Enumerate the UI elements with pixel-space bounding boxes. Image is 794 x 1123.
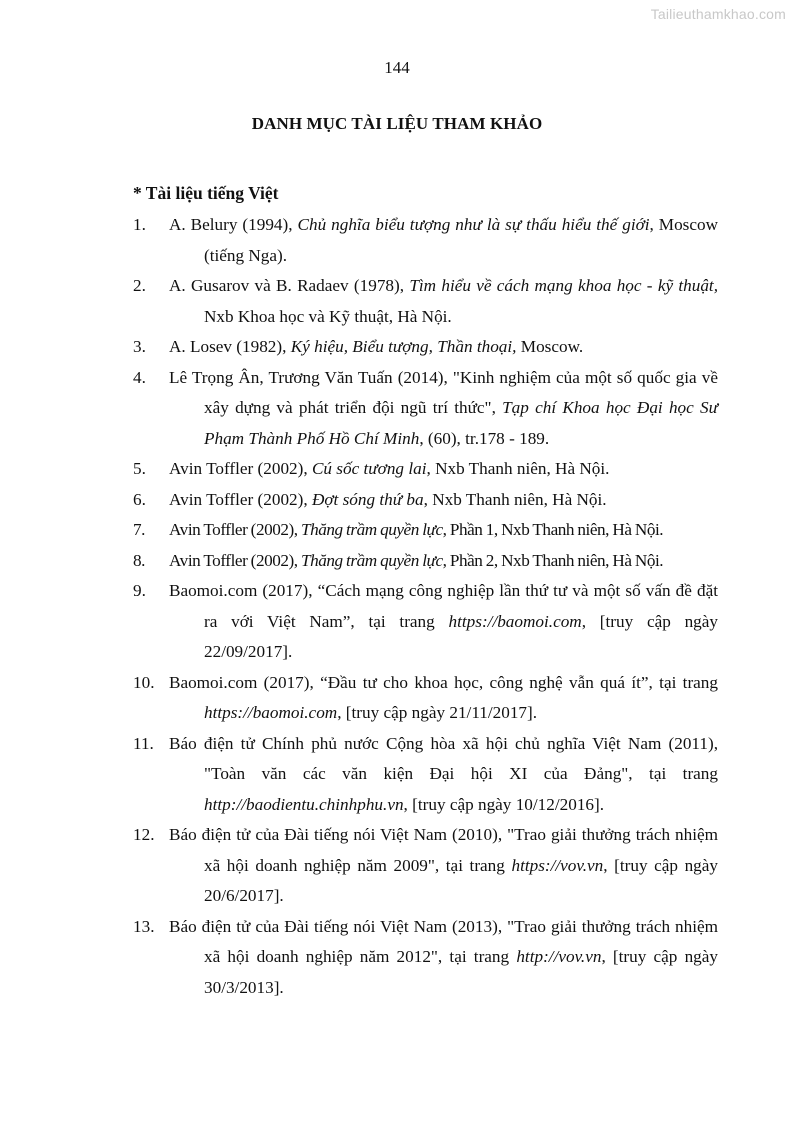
reference-number: 5. <box>133 459 146 478</box>
reference-segment: Avin Toffler (2002), <box>169 459 312 478</box>
reference-segment: , [truy cập ngày 20/6/2017]. <box>204 855 719 905</box>
reference-item <box>133 210 718 271</box>
reference-segment: , [truy cập ngày 10/12/2016]. <box>403 794 605 814</box>
reference-item <box>133 912 718 1004</box>
reference-item <box>133 363 718 455</box>
reference-number: 6. <box>133 489 146 509</box>
reference-segment: , [truy cập ngày 30/3/2013]. <box>204 947 718 997</box>
reference-number: 8. <box>133 550 145 570</box>
reference-item <box>133 515 718 546</box>
reference-segment: Nxb Khoa học và Kỹ thuật, Hà Nội. <box>204 306 452 326</box>
reference-title: http://vov.vn <box>516 947 602 966</box>
reference-text <box>169 490 607 509</box>
reference-item <box>133 729 718 821</box>
reference-number: 10. <box>133 672 155 692</box>
reference-segment: A. Losev (1982), <box>169 337 291 356</box>
reference-segment: , Moscow (tiếng Nga). <box>204 215 719 265</box>
reference-item <box>133 271 718 332</box>
reference-text <box>169 825 718 905</box>
reference-segment: Avin Toffler (2002), <box>169 520 302 539</box>
reference-segment: , Phần 2, Nxb Thanh niên, Hà Nội. <box>442 550 664 570</box>
watermark: Tailieuthamkhao.com <box>650 6 786 22</box>
page-number: 144 <box>384 58 410 77</box>
reference-item <box>133 820 718 912</box>
reference-segment: , [truy cập ngày 22/09/2017]. <box>204 611 718 661</box>
reference-segment: Baomoi.com (2017), “Cách mạng công nghiệp lần thứ tư và một số vấn đề đặt ra với Việt Nam”, tại trang <box>169 581 718 631</box>
reference-segment: Lê Trọng Ân, Trương Văn Tuấn (2014), "Kinh nghiệm của một số quốc gia về xây dựng và phát triển đội ngũ trí thức", <box>169 367 718 417</box>
reference-segment: Báo điện tử của Đài tiếng nói Việt Nam (2010), "Trao giải thưởng trách nhiệm xã hội doanh nghiệp năm 2009", tại trang <box>169 825 718 875</box>
reference-title: https://baomoi.com <box>448 611 582 631</box>
reference-segment: , Phần 1, Nxb Thanh niên, Hà Nội. <box>442 520 664 539</box>
reference-text <box>169 368 718 448</box>
reference-text <box>169 917 718 997</box>
reference-number: 11. <box>133 733 154 753</box>
reference-text <box>169 215 718 265</box>
reference-item <box>133 454 718 485</box>
reference-title: Chủ nghĩa biểu tượng như là sự thấu hiểu thế giới <box>297 215 650 234</box>
reference-title: Tạp chí Khoa học Đại học Sư Phạm Thành Phố Hồ Chí Minh <box>204 398 718 448</box>
reference-item <box>133 576 718 668</box>
reference-title: Ký hiệu, Biểu tượng, Thần thoại, <box>290 337 517 356</box>
reference-title: Tìm hiểu về cách mạng khoa học - kỹ thuật, <box>409 276 718 295</box>
reference-segment: , (60), tr.178 - 189. <box>419 428 550 448</box>
reference-number: 12. <box>133 825 155 844</box>
reference-title: Đợt sóng thứ ba <box>311 489 424 509</box>
reference-number: 7. <box>133 520 145 539</box>
reference-item <box>133 485 718 516</box>
reference-segment: Báo điện tử Chính phủ nước Cộng hòa xã hội chủ nghĩa Việt Nam (2011), "Toàn văn các văn kiện Đại hội XI của Đảng", tại trang <box>169 733 718 783</box>
reference-text <box>169 581 718 661</box>
reference-text <box>169 276 718 326</box>
reference-segment: Báo điện tử của Đài tiếng nói Việt Nam (2013), "Trao giải thưởng trách nhiệm xã hội doanh nghiệp năm 2012", tại trang <box>169 916 718 966</box>
reference-segment: Baomoi.com (2017), “Đầu tư cho khoa học, công nghệ vẫn quá ít”, tại trang <box>169 672 718 692</box>
reference-segment: Avin Toffler (2002), <box>169 489 312 509</box>
reference-number: 13. <box>133 916 155 936</box>
reference-item <box>133 332 718 363</box>
reference-number: 2. <box>133 276 146 295</box>
reference-text <box>169 734 718 814</box>
reference-segment: , Nxb Thanh niên, Hà Nội. <box>423 489 607 509</box>
reference-title: Thăng trầm quyền lực <box>301 520 443 539</box>
reference-item <box>133 546 718 577</box>
reference-segment: Avin Toffler (2002), <box>169 550 302 570</box>
reference-segment: A. Gusarov và B. Radaev (1978), <box>169 276 410 295</box>
reference-text <box>169 673 718 723</box>
reference-text <box>169 337 583 356</box>
reference-item <box>133 668 718 729</box>
reference-number: 3. <box>133 337 146 356</box>
reference-segment: , Nxb Thanh niên, Hà Nội. <box>426 459 610 478</box>
reference-list <box>133 210 718 1003</box>
reference-text <box>169 520 663 539</box>
reference-text <box>169 551 663 570</box>
reference-number: 1. <box>133 215 146 234</box>
reference-text <box>169 459 609 478</box>
reference-segment: , [truy cập ngày 21/11/2017]. <box>337 703 538 722</box>
reference-number: 4. <box>133 367 146 387</box>
section-heading: * Tài liệu tiếng Việt <box>133 183 279 203</box>
reference-title: https://baomoi.com <box>204 703 338 722</box>
reference-title: http://baodientu.chinhphu.vn <box>204 794 404 814</box>
reference-segment: Moscow. <box>516 337 584 356</box>
page-title: DANH MỤC TÀI LIỆU THAM KHẢO <box>251 114 543 133</box>
reference-segment: A. Belury (1994), <box>169 215 298 234</box>
reference-number: 9. <box>133 581 146 600</box>
reference-title: Cú sốc tương lai <box>311 459 427 478</box>
reference-title: https://vov.vn <box>511 855 604 875</box>
reference-title: Thăng trầm quyền lực <box>301 550 443 570</box>
